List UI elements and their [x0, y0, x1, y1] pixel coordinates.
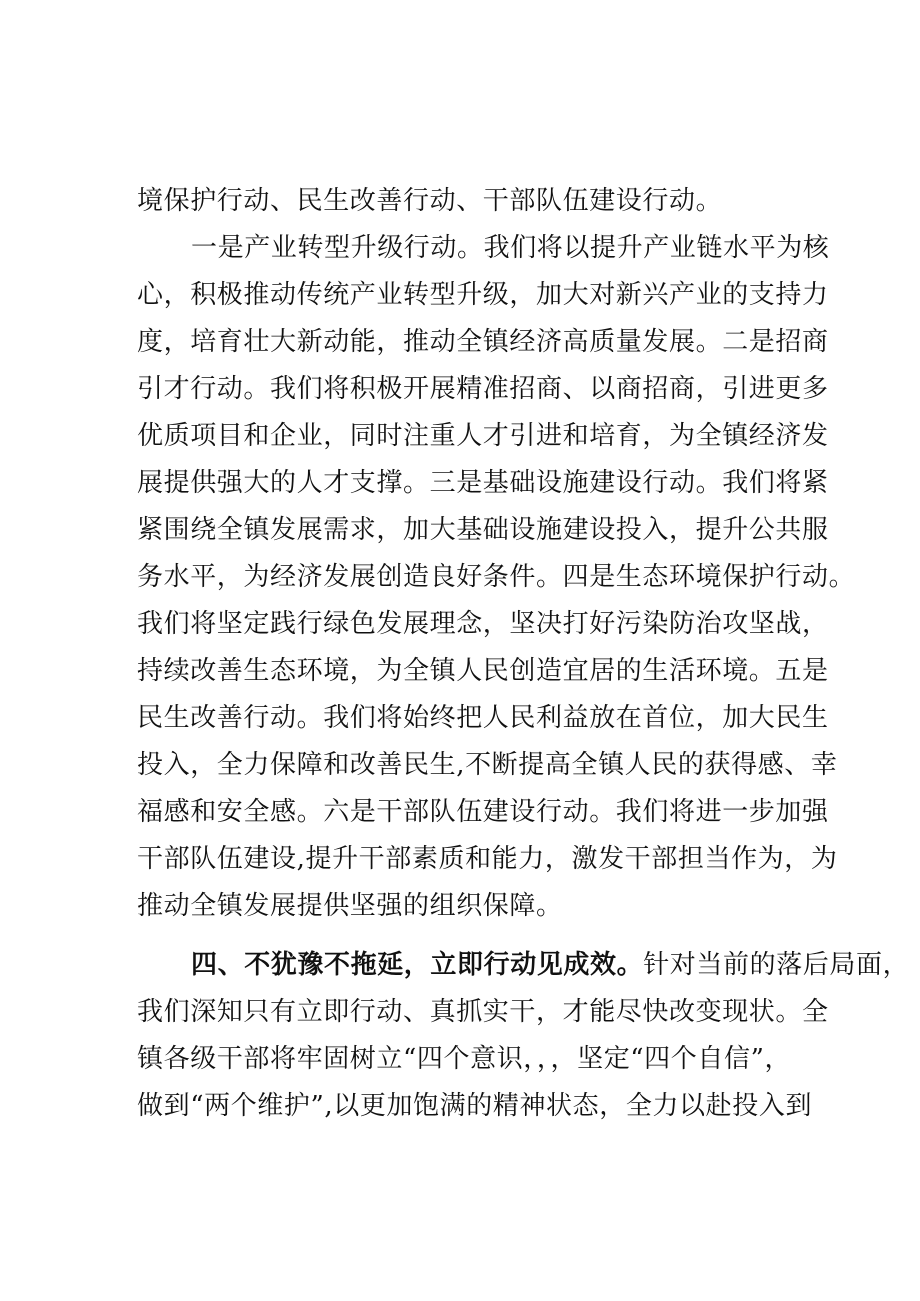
paragraph-line: 民生改善行动。我们将始终把人民利益放在首位，加大民生	[137, 703, 829, 733]
paragraph-line: 推动全镇发展提供坚强的组织保障。	[137, 891, 563, 921]
paragraph-line: 境保护行动、民生改善行动、干部队伍建设行动。	[137, 186, 723, 216]
paragraph-line: 镇各级干部将牢固树立“四个意识，，，坚定“四个自信”，	[137, 1044, 792, 1074]
paragraph-line: 心，积极推动传统产业转型升级，加大对新兴产业的支持力	[137, 280, 829, 310]
paragraph-line: 度，培育壮大新动能，推动全镇经济高质量发展。二是招商	[137, 327, 829, 357]
paragraph-line: 干部队伍建设,提升干部素质和能力，激发干部担当作为，为	[137, 844, 838, 874]
paragraph-line: 紧围绕全镇发展需求，加大基础设施建设投入，提升公共服	[137, 515, 829, 545]
section-heading-line	[137, 942, 910, 989]
paragraph-line: 务水平，为经济发展创造良好条件。四是生态环境保护行动。	[137, 562, 856, 592]
paragraph-line: 一是产业转型升级行动。我们将以提升产业链水平为核	[191, 233, 830, 263]
paragraph-line: 我们将坚定践行绿色发展理念，坚决打好污染防治攻坚战，	[137, 609, 829, 639]
paragraph-line: 福感和安全感。六是干部队伍建设行动。我们将进一步加强	[137, 797, 829, 827]
paragraph-line: 持续改善生态环境，为全镇人民创造宜居的生活环境。五是	[137, 656, 829, 686]
paragraph-line: 做到“两个维护”,以更加饱满的精神状态，全力以赴投入到	[137, 1091, 813, 1121]
document-body	[137, 178, 910, 1130]
paragraph-line: 展提供强大的人才支撑。三是基础设施建设行动。我们将紧	[137, 468, 829, 498]
paragraph-line: 引才行动。我们将积极开展精准招商、以商招商，引进更多	[137, 374, 829, 404]
paragraph-gap	[137, 930, 817, 942]
paragraph-line: 优质项目和企业，同时注重人才引进和培育，为全镇经济发	[137, 421, 829, 451]
paragraph-line: 投入，全力保障和改善民生,不断提高全镇人民的获得感、幸	[137, 750, 838, 780]
paragraph-line: 我们深知只有立即行动、真抓实干，才能尽快改变现状。全	[137, 997, 829, 1027]
section-heading-rest: 针对当前的落后局面，	[643, 950, 910, 980]
section-heading: 四、不犹豫不拖延，立即行动见成效。	[191, 950, 644, 980]
